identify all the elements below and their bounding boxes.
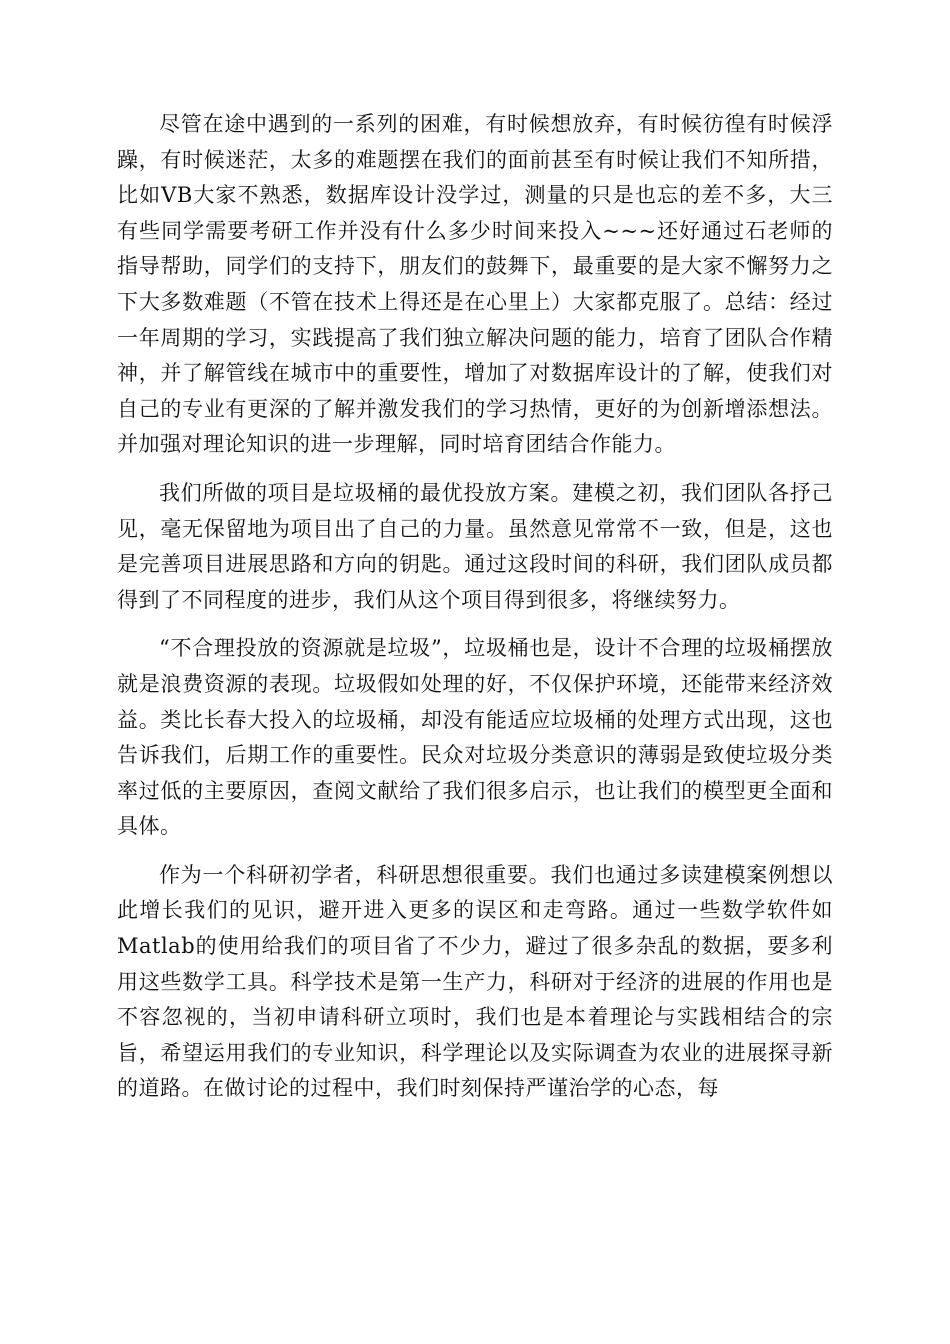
document-page: [117, 107, 833, 1107]
paragraph-project: 我们所做的项目是垃圾桶的最优投放方案。建模之初，我们团队各抒己见，毫无保留地为项目出了自己的力量。虽然意见常常不一致，但是，这也是完善项目进展思路和方向的钥匙。通过这段时间的科研，我们团队成员都得到了不同程度的进步，我们从这个项目得到很多，将继续努力。: [117, 480, 833, 612]
paragraph-summary: 尽管在途中遇到的一系列的困难，有时候想放弃，有时候彷徨有时候浮躁，有时候迷茫，太多的难题摆在我们的面前甚至有时候让我们不知所措，比如VB大家不熟悉，数据库设计没学过，测量的只是也忘的差不多，大三有些同学需要考研工作并没有什么多少时间来投入~~~还好通过石老师的指导帮助，同学们的支持下，朋友们的鼓舞下，最重要的是大家不懈努力之下大多数难题（不管在技术上得还是在心里上）大家都克服了。总结：经过一年周期的学习，实践提高了我们独立解决问题的能力，培育了团队合作精神，并了解管线在城市中的重要性，增加了对数据库设计的了解，使我们对自己的专业有更深的了解并激发我们的学习热情，更好的为创新增添想法。并加强对理论知识的进一步理解，同时培育团结合作能力。: [117, 112, 833, 457]
paragraph-garbage-bins: “不合理投放的资源就是垃圾”，垃圾桶也是，设计不合理的垃圾桶摆放就是浪费资源的表现。垃圾假如处理的好，不仅保护环境，还能带来经济效益。类比长春大投入的垃圾桶，却没有能适应垃圾桶的处理方式出现，这也告诉我们，后期工作的重要性。民众对垃圾分类意识的薄弱是致使垃圾分类率过低的主要原因，查阅文献给了我们很多启示，也让我们的模型更全面和具体。: [117, 636, 833, 839]
paragraph-research: 作为一个科研初学者，科研思想很重要。我们也通过多读建模案例想以此增长我们的见识，避开进入更多的误区和走弯路。通过一些数学软件如Matlab的使用给我们的项目省了不少力，避过了很多杂乱的数据，要多利用这些数学工具。科学技术是第一生产力，科研对于经济的进展的作用也是不容忽视的，当初申请科研立项时，我们也是本着理论与实践相结合的宗旨，希望运用我们的专业知识，科学理论以及实际调查为农业的进展探寻新的道路。在做讨论的过程中，我们时刻保持严谨治学的心态，每: [117, 862, 833, 1101]
